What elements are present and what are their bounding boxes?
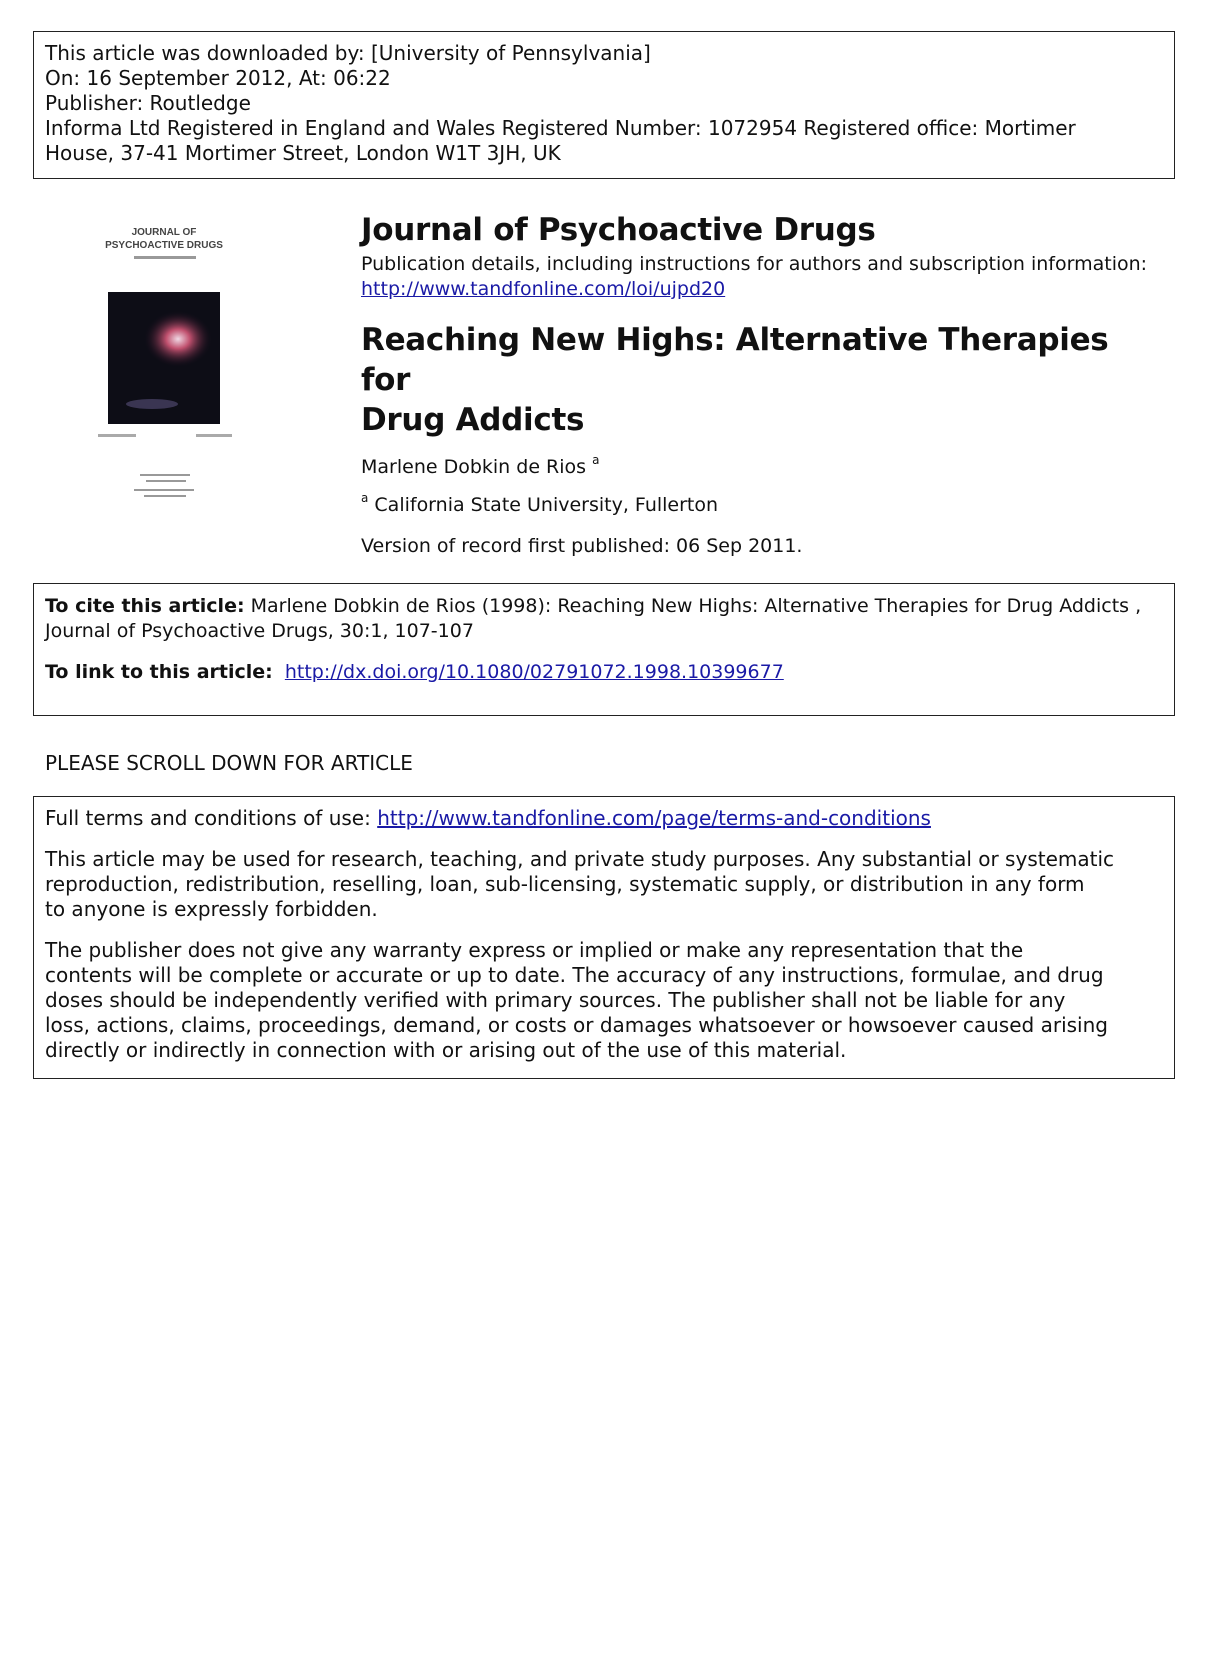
publisher-line: Publisher: Routledge xyxy=(45,91,251,115)
doi-link-row xyxy=(45,660,1163,685)
affiliation xyxy=(361,486,1161,517)
disclaimer-paragraph xyxy=(45,938,1163,1063)
version-of-record: Version of record first published: 06 Sep 2011. xyxy=(361,535,803,557)
usage-line3: to anyone is expressly forbidden. xyxy=(45,897,378,921)
cite-label: To cite this article: xyxy=(45,595,245,617)
article-title xyxy=(361,320,1141,440)
usage-line2: reproduction, redistribution, reselling, loan, sub-licensing, systematic supply, or distribution in any form xyxy=(45,872,1085,896)
cover-volume-smudge xyxy=(98,434,136,437)
cover-editor-smudge-4 xyxy=(144,495,186,497)
link-label: To link to this article: xyxy=(45,661,273,683)
author-superscript: a xyxy=(592,453,600,467)
disclaimer-line1: The publisher does not give any warranty express or implied or make any representation that the xyxy=(45,938,1024,962)
download-info-box xyxy=(33,31,1175,179)
download-date-line: On: 16 September 2012, At: 06:22 xyxy=(45,66,391,90)
cover-title-line2: PSYCHOACTIVE DRUGS xyxy=(105,240,223,251)
cite-text: Marlene Dobkin de Rios (1998): Reaching New Highs: Alternative Therapies for Drug Addicts , xyxy=(250,595,1142,617)
journal-cover-image xyxy=(78,224,278,514)
journal-link[interactable]: http://www.tandfonline.com/loi/ujpd20 xyxy=(361,278,726,300)
terms-box xyxy=(33,796,1175,1079)
publication-details: Publication details, including instructions for authors and subscription information: xyxy=(361,253,1148,275)
cover-artwork-glow xyxy=(144,311,212,367)
doi-link[interactable]: http://dx.doi.org/10.1080/02791072.1998.10399677 xyxy=(284,661,784,683)
cover-artwork-disc xyxy=(126,399,178,409)
terms-link-row xyxy=(45,806,1163,831)
cover-editor-smudge-3 xyxy=(134,489,194,491)
disclaimer-line3: doses should be independently verified with primary sources. The publisher shall not be liable for any xyxy=(45,988,1066,1012)
terms-link[interactable]: http://www.tandfonline.com/page/terms-and-conditions xyxy=(377,806,931,830)
usage-line1: This article may be used for research, teaching, and private study purposes. Any substantial or systematic xyxy=(45,847,1115,871)
citation-box xyxy=(33,583,1175,716)
article-header xyxy=(361,212,1161,558)
scroll-down-note: PLEASE SCROLL DOWN FOR ARTICLE xyxy=(45,751,413,775)
registration-line: Informa Ltd Registered in England and Wales Registered Number: 1072954 Registered office: Mortimer xyxy=(45,116,1076,140)
affiliation-name: California State University, Fullerton xyxy=(374,494,719,516)
disclaimer-line2: contents will be complete or accurate or up to date. The accuracy of any instructions, formulae, and drug xyxy=(45,963,1104,987)
address-line: House, 37-41 Mortimer Street, London W1T 3JH, UK xyxy=(45,141,561,165)
cover-editor-smudge-1 xyxy=(140,474,190,476)
download-line: This article was downloaded by: [University of Pennsylvania] xyxy=(45,41,651,65)
journal-link-row xyxy=(361,277,1161,302)
journal-title: Journal of Psychoactive Drugs xyxy=(361,212,876,248)
article-title-line2: Drug Addicts xyxy=(361,402,585,438)
terms-label: Full terms and conditions of use: xyxy=(45,806,371,830)
affiliation-superscript: a xyxy=(361,491,369,505)
article-title-line1: Reaching New Highs: Alternative Therapies for xyxy=(361,322,1109,398)
author-name: Marlene Dobkin de Rios xyxy=(361,456,587,478)
author xyxy=(361,448,1161,479)
cover-date-smudge xyxy=(196,434,232,437)
citation-line1 xyxy=(45,594,1163,619)
cover-editor-smudge-2 xyxy=(146,480,186,482)
cover-subtitle-smudge xyxy=(134,256,196,259)
cover-title-line1: JOURNAL OF xyxy=(131,227,197,238)
disclaimer-line5: directly or indirectly in connection with or arising out of the use of this material. xyxy=(45,1038,847,1062)
disclaimer-line4: loss, actions, claims, proceedings, demand, or costs or damages whatsoever or howsoever caused arising xyxy=(45,1013,1108,1037)
usage-paragraph xyxy=(45,847,1163,922)
citation-line2: Journal of Psychoactive Drugs, 30:1, 107-107 xyxy=(45,620,474,642)
